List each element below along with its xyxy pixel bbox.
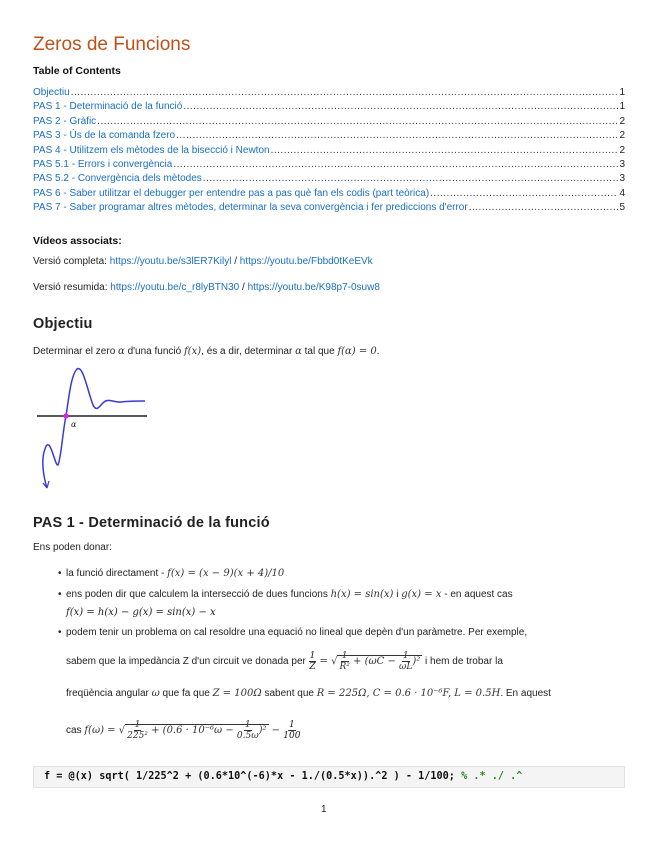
video-short-separator: / [239,282,248,293]
toc-link[interactable]: PAS 6 - Saber utilitzar el debugger per entendre pas a pas què fan els codis (part teòrica) [33,187,430,199]
toc-leader [183,100,618,114]
toc-leader [173,158,618,172]
toc-item[interactable] [33,115,625,129]
toc-leader [97,115,618,129]
zero-equation: f(α) = 0 [337,346,377,357]
toc-page-number: 5 [619,202,625,214]
objectiu-heading: Objectiu [33,316,93,332]
toc-item[interactable] [33,129,625,143]
video-short-label: Versió resumida: [33,282,111,293]
video-complete-label: Versió completa: [33,256,110,267]
pas1-heading: PAS 1 - Determinació de la funció [33,515,270,531]
video-short-line [33,282,380,293]
table-of-contents [33,86,625,216]
toc-link[interactable]: PAS 5.2 - Convergència dels mètodes [33,173,202,185]
toc-page-number: 2 [619,144,625,156]
page-title: Zeros de Funcions [33,34,191,55]
fx-expression: f(x) [183,346,202,357]
toc-heading: Table of Contents [33,65,121,77]
toc-leader [469,201,619,215]
toc-link[interactable]: PAS 2 - Gràfic [33,115,97,127]
toc-leader [430,187,618,201]
toc-leader [176,129,618,143]
video-complete-separator: / [231,256,240,267]
toc-page-number: 4 [619,187,625,199]
toc-item[interactable] [33,144,625,158]
toc-page-number: 2 [619,115,625,127]
code-block[interactable] [33,766,625,788]
video-complete-line [33,256,373,267]
toc-leader [203,172,619,186]
bullet-item-3: • podem tenir un problema on cal resoldre una equació no lineal que depèn d'un paràmetre. Per exemple, [58,627,528,638]
toc-leader [71,86,619,100]
toc-item[interactable] [33,201,625,215]
toc-link[interactable]: PAS 3 - Ús de la comanda fzero [33,130,176,142]
toc-leader [271,144,619,158]
videos-heading: Vídeos associats: [33,235,122,247]
objectiu-text: Determinar el zero α d'una funció f(x), és a dir, determinar α tal que f(α) = 0. [33,346,380,357]
bullet-item-3-line-3: freqüència angular ω que fa que Z = 100Ω sabent que R = 225Ω, C = 0.6 · 10⁻⁶F, L = 0.5H. En aquest [66,688,551,699]
toc-link[interactable]: PAS 7 - Saber programar altres mètodes, determinar la seva convergència i fer prediccions d'error [33,202,468,214]
alpha-symbol-2: α [295,346,302,357]
zero-marker [63,413,68,418]
code-comment: % .* ./ .^ [461,771,523,782]
toc-item[interactable] [33,172,625,186]
toc-page-number: 1 [619,87,625,98]
zero-function-figure [33,367,153,489]
toc-page-number: 1 [619,101,625,113]
toc-item[interactable] [33,158,625,172]
alpha-label: α [71,420,77,429]
pas1-intro: Ens poden donar: [33,542,112,553]
toc-page-number: 3 [619,173,625,185]
toc-item[interactable] [33,100,625,114]
bullet-item-3-line-2: sabem que la impedància Z d'un circuit ve donada per $\frac{1}{Z}$ = √ $\frac{1}{\text{R²}}$ + (ωC − $\frac{1}{\omega L}$ )² i hem de trobar la [66,651,503,673]
bullet-item-2: • ens poden dir que calculem la intersecció de dues funcions h(x) = sin(x) i g(x) = x - en aquest cas [58,589,513,600]
video-short-link-1[interactable]: https://youtu.be/c_r8lyBTN30 [110,282,240,293]
bullet-item-1: • la funció directament - f(x) = (x − 9)(x + 4)/10 [58,568,285,579]
toc-item[interactable] [33,86,625,100]
video-complete-link-2[interactable]: https://youtu.be/Fbbd0tKeEVk [239,256,373,267]
toc-link[interactable]: PAS 1 - Determinació de la funció [33,101,183,113]
toc-item[interactable] [33,187,625,201]
toc-link[interactable]: Objectiu [33,87,70,98]
toc-link[interactable]: PAS 5.1 - Errors i convergència [33,159,173,171]
toc-page-number: 2 [619,130,625,142]
toc-link[interactable]: PAS 4 - Utilitzem els mètodes de la bisecció i Newton [33,144,270,156]
toc-page-number: 3 [619,159,625,171]
video-short-link-2[interactable]: https://youtu.be/K98p7-0suw8 [247,282,380,293]
bullet-item-2-equation: f(x) = h(x) − g(x) = sin(x) − x [66,607,216,618]
bullet-item-3-line-4: cas f(ω) = √ $\frac{1}{\text{225²}}$ + (0.6 · 10⁻⁶ω − $\frac{1}{0.5\omega}$ )² − $\frac{1}{100}$ [66,720,301,742]
page-number: 1 [321,804,327,815]
alpha-symbol: α [118,346,125,357]
code-line: f = @(x) sqrt( 1/225^2 + (0.6*10^(-6)*x - 1./(0.5*x)).^2 ) - 1/100; [44,771,462,782]
video-complete-link-1[interactable]: https://youtu.be/s3lER7Kilyl [109,256,232,267]
